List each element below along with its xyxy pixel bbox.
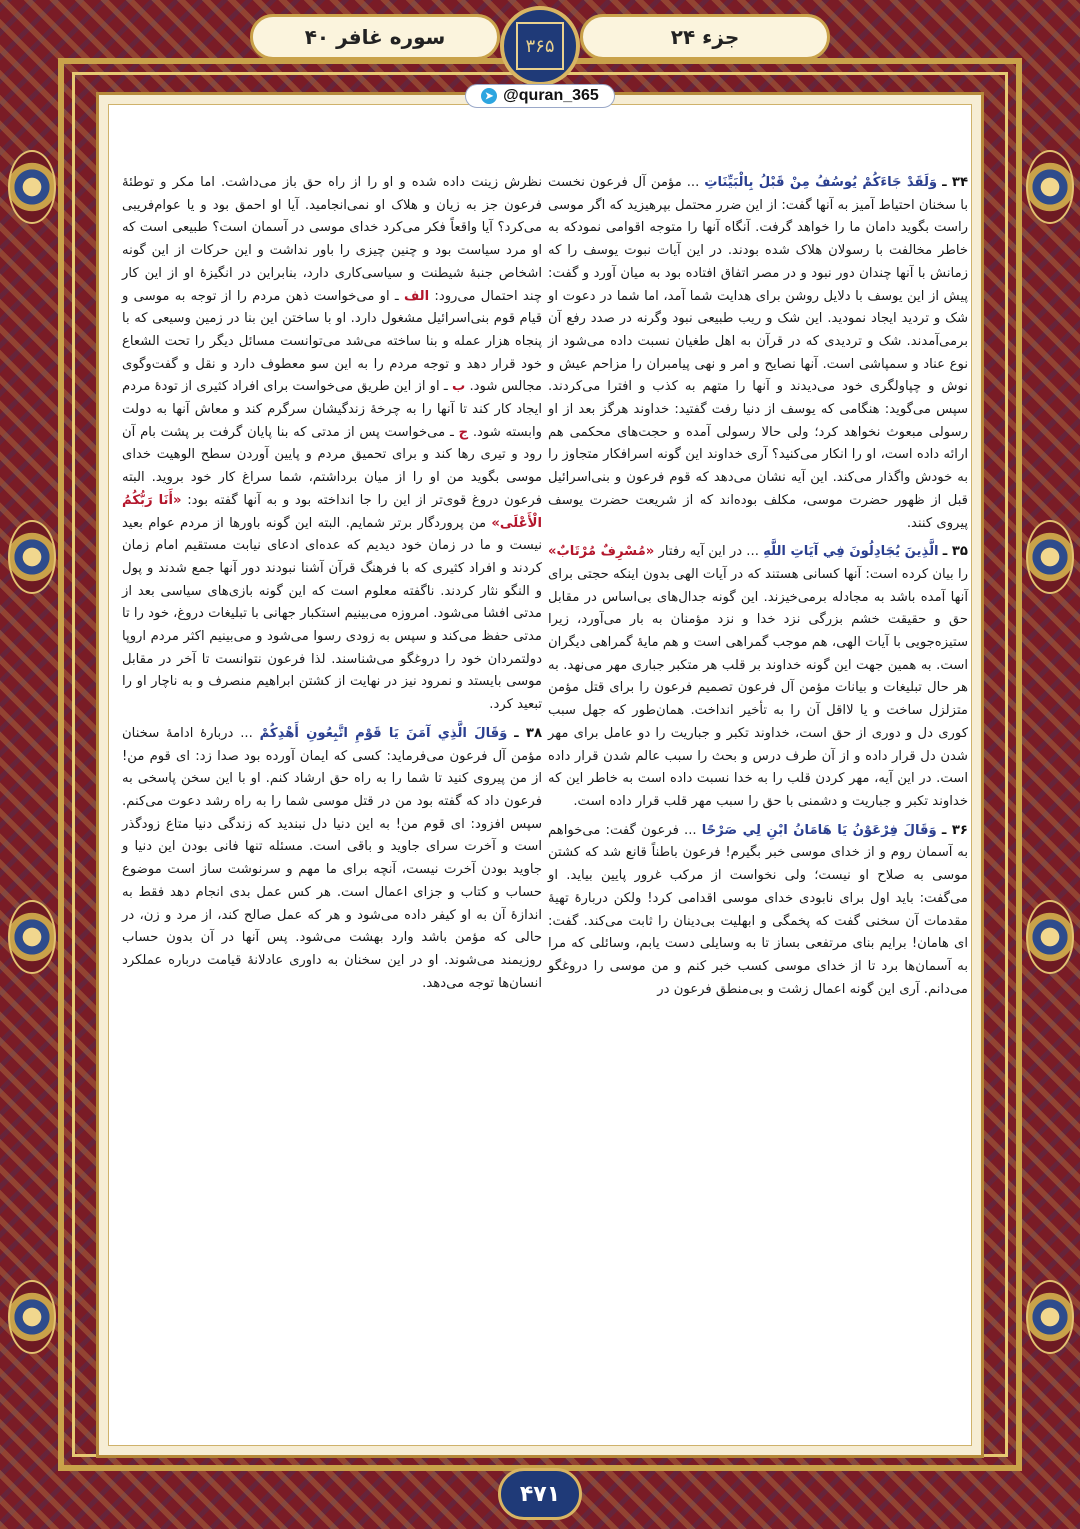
ornament-medallion-icon <box>8 520 56 594</box>
quoted-phrase: «مُسْرِفٌ مُرْتَابٌ» <box>548 544 655 560</box>
ornament-medallion-icon <box>1026 1280 1074 1354</box>
verse-arabic: وَقَالَ الَّذِي آمَنَ يَا قَوْمِ اتَّبِعُونِ أَهْدِكُمْ <box>259 725 508 741</box>
channel-handle[interactable] <box>465 84 615 108</box>
verse-arabic: وَلَقَدْ جَاءَكُمْ يُوسُفُ مِنْ قَبْلُ بِالْبَيِّنَاتِ <box>704 175 938 190</box>
commentary-text: ... فرعون گفت: می‌خواهم به آسمان روم و از خدای موسی خبر بگیرم! فرعون باطناً قانع شد که کشتن موسی به صلاح او نیست؛ ولی نخواست از مرکب غرور پایین بیاید. او می‌گفت: باید اول برای نابودی خدای موسی اقدامی کرد! ولکن دربارهٔ تهیهٔ مقدمات آن سخنی گفت که پخمگی و ابهلیت بی‌دینان را ثابت می‌کند. گفت: ای هامان! برایم بنای مرتفعی بساز تا به وسایلی دست یابم، وسائلی که مرا به آسمان‌ها برد تا از خدای موسی کسب خبر کنم و من موسی را دروغگو می‌دانم. آری این گونه اعمال زشت و بی‌منطق فرعون در <box>548 822 968 997</box>
list-label: ج <box>458 424 469 440</box>
commentary-text: من پروردگار برتر شمایم. البته این گونه باورها از مردم عوام بعید نیست و ما در زمان خود دیدیم که عده‌ای ادعای نیابت مستقیم امام زمان کردند و افراد کثیری که با فرهنگ قرآن آشنا نبودند دور آنها جمع شدند و پول و النگو نثار کردند. ناگفته معلوم است که این گونه بازی‌های سیاسی بعد از مدتی افشا می‌شود. امروزه می‌بینیم استکبار جهانی با تبلیغات دروغ، خود را تا مدتی حفظ می‌کند و سپس به زودی رسوا می‌شود و می‌بینیم اکثر مردم اروپا دولتمردان خود را دروغگو می‌شناسند. لذا فرعون نتوانست تا آخر در مقابل موسی بایستد و نمرود نیز در نهایت از کشتن ابراهیم منصرف و به ناچار او را تبعید کرد. <box>122 515 542 713</box>
commentary-text: ـ او از این طریق می‌خواست برای افراد کثیری از تودهٔ مردم ایجاد کار کند تا آنها را به چرخهٔ زندگیشان سرگرم کند و معاش آنها به دولت وابسته شود. <box>122 379 542 440</box>
commentary-paragraph <box>548 172 968 535</box>
verse-number: ۳۶ ـ <box>941 822 968 838</box>
quran365-logo-icon <box>500 6 580 86</box>
ornament-medallion-icon <box>8 900 56 974</box>
commentary-text: ... دربارهٔ ادامهٔ سخنان مؤمن آل فرعون می‌فرماید: کسی که ایمان آورده بود صدا زد: ای قوم من! از من پیروی کنید تا شما را به راه حق ارشاد کنم. او با این سخن پاسخی به فرعون داد که گفته بود من در قتل موسی شما را به راه رشد دعوت می‌کنم. سپس افزود: ای قوم من! به این دنیا دل نبندید که زندگی دنیا متاع زودگذر است و آخرت سرای جاوید و باقی است. مسئله تنها فانی بودن این دنیا و جاوید بودن آخرت نیست، آنچه برای ما مهم و سرنوشت ساز است موضوع حساب و کتاب و جزای اعمال است. هر کس عمل بدی انجام دهد فقط به اندازهٔ آن به او کیفر داده می‌شود و هر که عمل صالح کند، از مرد و زن، در حالی که مؤمن باشد وارد بهشت می‌شود. پس آنها در آن بدون حساب روزیمند می‌شوند. او در این سخنان به داوری عادلانهٔ قیامت درباره عملکرد انسان‌ها توجه می‌دهد. <box>122 725 542 991</box>
telegram-icon: ➤ <box>481 88 497 104</box>
surah-label: سوره غافر ۴۰ <box>250 14 500 60</box>
verse-number: ۳۵ ـ <box>942 544 968 560</box>
verse-number: ۳۸ ـ <box>514 725 542 741</box>
page-number: ۴۷۱ <box>498 1468 582 1520</box>
commentary-text: نظرش زینت داده شده و او را از راه حق باز می‌داشت. اما مکر و توطئهٔ فرعون جز به زیان و هلاک او نمی‌انجامید. آیا او احمق بود و یا عوام‌فریبی می‌کرد؟ آیا واقعاً فکر می‌کرد خدای موسی در آسمان است؟ طبیعی است که او مرد سیاست بود و چنین چیزی را باور نداشت و این حرکات از این گونه اشخاص جنبهٔ شیطنت و سیاسی‌کاری دارد، بنابراین در انگیزهٔ او از این کار چند احتمال می‌رود: <box>122 175 542 304</box>
logo-text: ۳۶۵ <box>516 22 564 70</box>
ornament-medallion-icon <box>1026 150 1074 224</box>
channel-handle-text: @quran_365 <box>503 87 599 104</box>
commentary-paragraph <box>122 723 542 995</box>
ornament-medallion-icon <box>8 1280 56 1354</box>
commentary-text: ـ او می‌خواست ذهن مردم را از توجه به موسی و قیام قوم بنی‌اسرائیل مشغول دارد. او با ساختن این بنا در زمین وسیعی که با پنجاه هزار عمله و بنا ساخته می‌شد می‌توانست مسائل دیگر را تحت الشعاع خود قرار دهد و توجه مردم را به این سو معطوف دارد و نقل و گفت‌وگوی مجالس شود. <box>122 288 542 395</box>
juz-label: جزء ۲۴ <box>580 14 830 60</box>
verse-arabic: الَّذِينَ يُجَادِلُونَ فِي آيَاتِ اللَّهِ <box>763 544 939 560</box>
commentary-paragraph <box>548 541 968 813</box>
verse-number: ۳۴ ـ <box>942 175 968 190</box>
list-label: الف <box>403 288 430 304</box>
commentary-text: ـ می‌خواست پس از مدتی که بنا پایان گرفت بر پشت بام آن رود و تیری رها کند و برای تحمیق مردم و پایین آوردن سطح الوهیت خدای موسی بگوید من او را از میان برداشتم، شما سراغ کار خود بروید. البته فرعون دروغ قوی‌تر از این را جا انداخته بود و به آنها گفته بود: <box>122 424 543 508</box>
right-column <box>548 172 968 1007</box>
commentary-paragraph <box>548 820 968 1002</box>
ornament-medallion-icon <box>1026 900 1074 974</box>
verse-arabic: وَقَالَ فِرْعَوْنُ يَا هَامَانُ ابْنِ لِي صَرْحًا <box>701 822 937 838</box>
left-column <box>122 172 542 1001</box>
commentary-text: ... مؤمن آل فرعون نخست با سخنان احتیاط آمیز به آنها گفت: از این ضرر محتمل بپرهیزید که اگر موسی راست بگوید دامان ما را خواهد گرفت. آنگاه آنها را متوجه اقوامی نمودکه به خاطر مخالفت با رسولان هلاک شده بودند. در این آیات نبوت یوسف را که زمانش با آنها چندان دور نبود و در مصر اتفاق افتاده بود به میان آورد و گفت: پیش از این یوسف با دلایل روشن برای هدایت شما آمد، اما شما در دعوت او شک و تردید ایجاد نمودید. این شک و ریب طبیعی نبود وگرنه در صدد رفع آن برمی‌آمدند. شک و تردیدی که در قرآن به اهل طغیان نسبت داده می‌شود از نوع عناد و سمپاشی است. آنها نصایح و امر و نهی پیامبران را مزاحم عیش و نوش و چپاولگری خود می‌دیدند و آنها را متهم به کذب و افترا می‌کردند. سپس می‌گوید: هنگامی که یوسف از دنیا رفت گفتید: خداوند هرگز بعد از او رسولی مبعوث نخواهد کرد؛ ولی حالا رسولی آمده و حجت‌های محکمی هم ارائه داده است، او را انکار می‌کنید؟ آری خداوند این گونه اسرافکار متجاوز را به خودش واگذار می‌کند. این آیه نشان می‌دهد که قوم فرعون و بنی‌اسرائیل قبل از ظهور حضرت موسی، مکلف بوده‌اند که از شریعت حضرت یوسف پیروی کنند. <box>548 175 968 531</box>
list-label: ب <box>451 379 466 395</box>
commentary-paragraph <box>122 172 542 717</box>
commentary-text: را بیان کرده است: آنها کسانی هستند که در آیات الهی بدون اینکه حجتی برای آنها آمده باشد به مجادله برمی‌خیزند. این گونه جدال‌های بی‌اساس در مقابل حق و حقیقت خشم بزرگی نزد خدا و نزد مؤمنان به بار می‌آورد، زیرا ستیزه‌جویی با آیات الهی، هم موجب گمراهی است و هم مایهٔ گمراهی دیگران است. به همین جهت این گونه خداوند بر قلب هر متکبر جباری مهر می‌نهد. به هر حال تبلیغات و بیانات مؤمن آل فرعون تصمیم فرعون را برای قتل مؤمن متزلزل ساخت و یا لااقل آن را به تأخیر انداخت. همان‌طور که جهل سبب کوری دل و دوری از حق است، خداوند تکبر و جباریت را دو عامل برای مهر شدن دل قرار داده و از آن طرف درس و بحث را سبب عالم شدن قرار داده است. در این آیه، مهر کردن قلب را به خدا نسبت داده است به خاطر این که خداوند تکبر و جباریت و دشمنی با حق را سبب مهر قلب قرار داده است. <box>548 566 968 809</box>
quoted-phrase: «أَنَا رَبُّكُمُ الْأَعْلَى» <box>122 492 542 531</box>
commentary-text: ... در این آیه رفتار <box>658 544 759 560</box>
ornament-medallion-icon <box>8 150 56 224</box>
ornament-medallion-icon <box>1026 520 1074 594</box>
